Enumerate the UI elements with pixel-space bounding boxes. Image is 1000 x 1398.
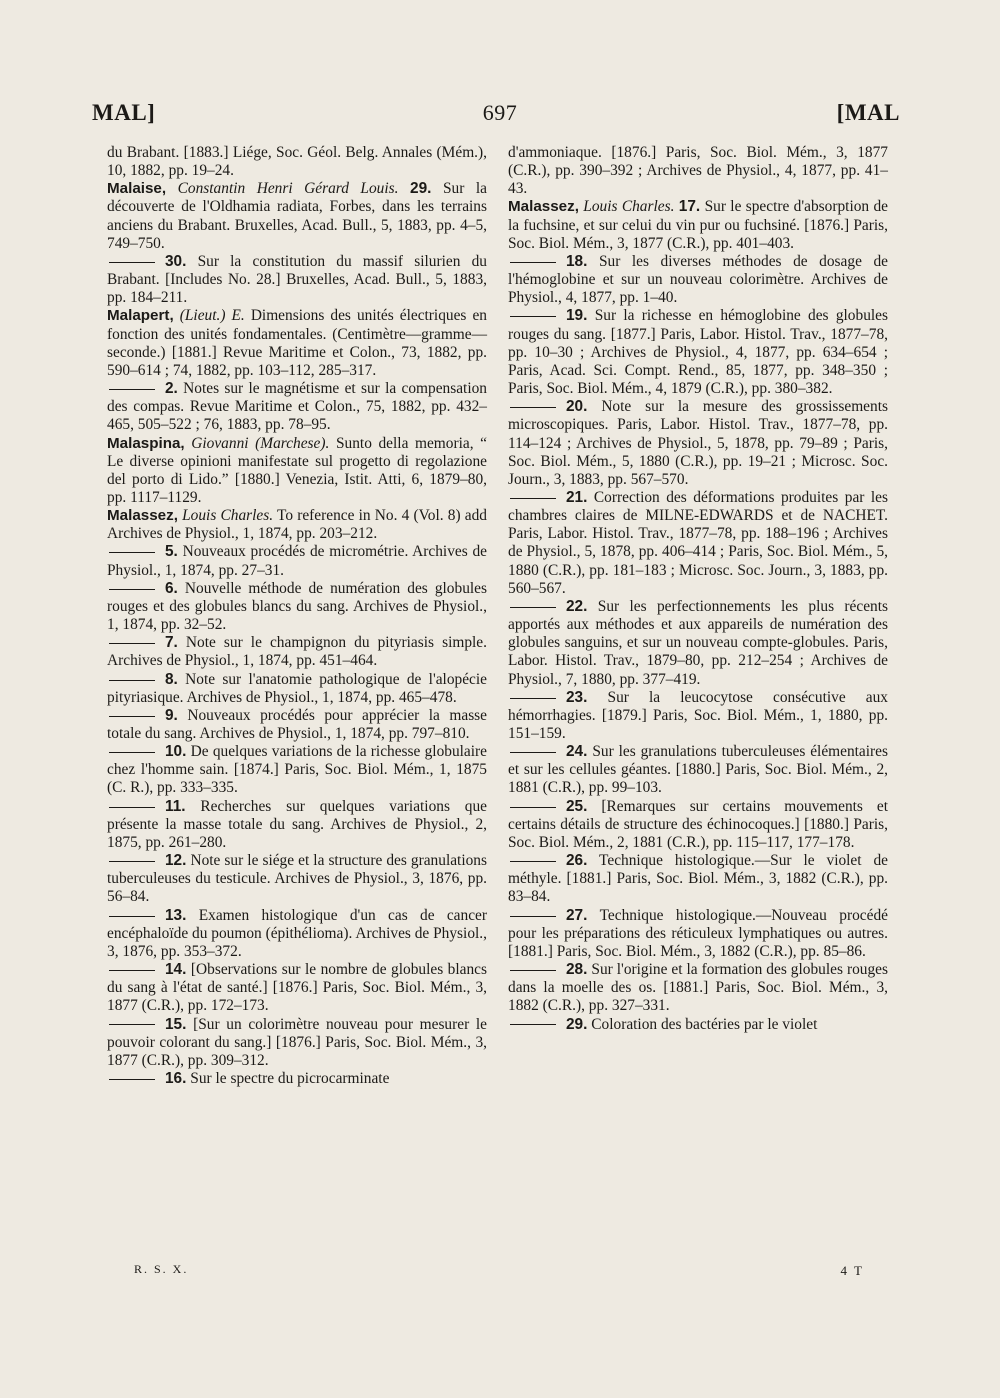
ditto-dash	[109, 262, 155, 263]
entry-text: Sur les diverses méthodes de dosage de l'hémoglobine et sur un nouveau colorimètre. Archives de Physiol., 4, 1877, pp. 1–40.	[508, 252, 888, 307]
entry-number: 25.	[566, 797, 588, 815]
entry-number: 6.	[165, 579, 178, 597]
bibliography-entry	[107, 144, 487, 180]
entry-text: Nouvelle méthode de numération des globules rouges et des globules blancs du sang. Archives de Physiol., 1, 1874, pp. 32–52.	[107, 579, 487, 634]
bibliography-entry	[508, 598, 888, 689]
entry-number: 9.	[165, 706, 178, 724]
entry-number: 29.	[410, 180, 432, 198]
entry-text: Sur le spectre d'absorption de la fuchsine, et sur celui du vin pur ou fuchsiné. [1876.] Paris, Soc. Biol. Mém., 3, 1877 (C.R.), pp. 401–403.	[508, 198, 888, 252]
entry-text: Notes sur le magnétisme et sur la compensation des compas. Revue Maritime et Colon., 75, 1882, pp. 432–465, 505–522 ; 76, 1883, pp. 78–95.	[107, 380, 487, 434]
entry-number: 22.	[566, 597, 588, 615]
bibliography-entry	[107, 852, 487, 906]
entry-number: 24.	[566, 743, 588, 761]
bibliography-entry	[107, 743, 487, 797]
entry-number: 19.	[566, 307, 588, 325]
bibliography-entry	[107, 543, 487, 579]
entry-text: De quelques variations de la richesse globulaire chez l'homme sain. [1874.] Paris, Soc. Biol. Mém., 1, 1875 (C. R.), pp. 333–335.	[107, 743, 487, 797]
bibliography-entry	[107, 798, 487, 852]
bibliography-entry	[107, 1016, 487, 1070]
ditto-dash	[109, 680, 155, 681]
bibliography-entry	[107, 1070, 487, 1088]
bibliography-entry	[508, 852, 888, 906]
running-head-right: [MAL	[836, 100, 900, 125]
ditto-dash	[510, 262, 556, 263]
bibliography-entry	[107, 634, 487, 670]
entry-number: 5.	[165, 543, 178, 561]
ditto-dash	[510, 607, 556, 608]
bibliography-entry	[508, 743, 888, 797]
entry-text: Sur l'origine et la formation des globules rouges dans la moelle des os. [1881.] Paris, Soc. Biol. Mém., 3, 1882 (C.R.), pp. 327–331.	[508, 961, 888, 1015]
entry-text: Recherches sur quelques variations que présente la masse totale du sang. Archives de Physiol., 2, 1875, pp. 261–280.	[107, 797, 487, 851]
entry-number: 27.	[566, 906, 588, 924]
running-head-left: MAL]	[92, 100, 156, 125]
bibliography-entry	[107, 380, 487, 434]
entry-number: 17.	[678, 198, 701, 216]
bibliography-entry	[508, 689, 888, 743]
entry-number: 23.	[566, 688, 588, 706]
author-forenames: Louis Charles.	[182, 507, 274, 525]
author-surname: Malassez,	[107, 507, 178, 525]
entry-number: 12.	[165, 852, 187, 870]
bibliography-entry	[508, 144, 888, 198]
entry-number: 16.	[165, 1069, 187, 1087]
entry-number: 18.	[566, 252, 588, 270]
entry-text: Examen histologique d'un cas de cancer encéphaloïde du poumon (épithélioma). Archives de Physiol., 3, 1876, pp. 353–372.	[107, 906, 487, 960]
entry-text: Sunto della memoria, “ Le diverse opinioni manifestate sul progetto di regolazione del porto di Lido.” [1880.] Venezia, Istit. Atti, 6, 1879–80, pp. 1117–1129.	[107, 434, 487, 506]
ditto-dash	[510, 916, 556, 917]
bibliography-entry	[508, 961, 888, 1015]
ditto-dash	[109, 970, 155, 971]
ditto-dash	[510, 807, 556, 808]
bibliography-entry	[107, 507, 487, 543]
author-surname: Malaspina,	[107, 434, 185, 452]
entry-text: Note sur l'anatomie pathologique de l'alopécie pityriasique. Archives de Physiol., 1, 1874, pp. 465–478.	[107, 670, 487, 706]
entry-text: Coloration des bactéries par le violet	[591, 1015, 818, 1033]
entry-text: [Sur un colorimètre nouveau pour mesurer le pouvoir colorant du sang.] [1876.] Paris, Soc. Biol. Mém., 3, 1877 (C.R.), pp. 309–312.	[107, 1015, 487, 1069]
bibliography-entry	[107, 435, 487, 508]
bibliography-entry	[508, 307, 888, 398]
author-forenames: (Lieut.) E.	[179, 307, 245, 325]
bibliography-entry	[107, 180, 487, 253]
entry-text: [Remarques sur certains mouvements et certains détails de structure des échinocoques.] [1880.] Paris, Soc. Biol. Mém., 2, 1881 (C.R.), pp. 115–117, 177–178.	[508, 797, 888, 851]
ditto-dash	[109, 752, 155, 753]
bibliography-entry	[107, 307, 487, 380]
ditto-dash	[109, 807, 155, 808]
author-surname: Malapert,	[107, 307, 174, 325]
entry-number: 29.	[566, 1015, 588, 1033]
entry-text: Correction des déformations produites par les chambres claires de MILNE-EDWARDS et de NACHET. Paris, Labor. Histol. Trav., 1877–78, pp. 188–196 ; Archives de Physiol., 5, 1878, pp. 406–414 ; Paris, Soc. Biol. Mém., 5, 1880 (C.R.), pp. 181–183 ; Microsc. Soc. Journ., 3, 1883, pp. 560–567.	[508, 488, 888, 597]
entry-text: Nouveaux procédés de micrométrie. Archives de Physiol., 1, 1874, pp. 27–31.	[107, 543, 487, 579]
entry-number: 2.	[165, 380, 178, 398]
left-column	[107, 144, 487, 1088]
ditto-dash	[510, 498, 556, 499]
entry-text: Dimensions des unités électriques en fonction des unités fondamentales. (Centimètre—gramme—seconde.) [1881.] Revue Maritime et Colon., 73, 1882, pp. 590–614 ; 74, 1882, pp. 103–112, 285–317.	[107, 307, 487, 379]
entry-text: To reference in No. 4 (Vol. 8) add Archives de Physiol., 1, 1874, pp. 203–212.	[107, 507, 487, 543]
ditto-dash	[510, 1024, 556, 1025]
bibliography-entry	[107, 907, 487, 961]
ditto-dash	[510, 752, 556, 753]
bibliography-entry	[508, 253, 888, 307]
ditto-dash	[510, 970, 556, 971]
bibliography-entry	[508, 489, 888, 598]
bibliography-entry	[508, 907, 888, 961]
author-forenames: Constantin Henri Gérard Louis.	[177, 180, 399, 198]
author-forenames: Giovanni (Marchese).	[191, 434, 330, 452]
ditto-dash	[109, 861, 155, 862]
ditto-dash	[109, 1079, 155, 1080]
entry-text: Note sur le champignon du pityriasis simple. Archives de Physiol., 1, 1874, pp. 451–464.	[107, 634, 487, 670]
ditto-dash	[510, 861, 556, 862]
bibliography-entry	[508, 198, 888, 252]
bibliography-entry	[107, 580, 487, 634]
ditto-dash	[109, 552, 155, 553]
entry-text: Sur la découverte de l'Oldhamia radiata, Forbes, dans les terrains anciens du Brabant. Bruxelles, Acad. Bull., 5, 1883, pp. 4–5, 749–750.	[107, 180, 487, 252]
entry-text: Sur le spectre du picrocarminate	[190, 1069, 390, 1087]
entry-number: 8.	[165, 670, 178, 688]
bibliography-entry	[107, 961, 487, 1015]
bibliography-entry	[508, 1016, 888, 1034]
bibliography-entry	[508, 798, 888, 852]
author-surname: Malaise,	[107, 180, 167, 198]
page-number: 697	[482, 100, 518, 125]
entry-number: 28.	[566, 961, 588, 979]
ditto-dash	[109, 589, 155, 590]
entry-text: Note sur la mesure des grossissements microscopiques. Paris, Labor. Histol. Trav., 1877–78, pp. 114–124 ; Archives de Physiol., 5, 1878, pp. 79–89 ; Paris, Soc. Biol. Mém., 5, 1880 (C.R.), pp. 19–21 ; Microsc. Soc. Journ., 3, 1883, pp. 567–570.	[508, 398, 888, 488]
entry-text: Technique histologique.—Nouveau procédé pour les préparations des réticuleux lymphatiques ou autres. [1881.] Paris, Soc. Biol. Mém., 3, 1882 (C.R.), pp. 85–86.	[508, 906, 888, 960]
entry-text: Note sur le siége et la structure des granulations tuberculeuses du testicule. Archives de Physiol., 3, 1876, pp. 56–84.	[107, 852, 487, 906]
entry-number: 15.	[165, 1015, 187, 1033]
entry-text: du Brabant. [1883.] Liége, Soc. Géol. Belg. Annales (Mém.), 10, 1882, pp. 19–24.	[107, 144, 487, 180]
author-surname: Malassez,	[508, 198, 579, 216]
entry-text: Sur la richesse en hémoglobine des globules rouges du sang. [1877.] Paris, Labor. Histol. Trav., 1877–78, pp. 10–30 ; Archives de Physiol., 4, 1877, pp. 634–654 ; Paris, Acad. Sci. Compt. Rend., 85, 1877, pp. 348–350 ; Paris, Soc. Biol. Mém., 4, 1879 (C.R.), pp. 380–382.	[508, 307, 888, 398]
entry-text: Nouveaux procédés pour apprécier la masse totale du sang. Archives de Physiol., 1, 1874, pp. 797–810.	[107, 706, 487, 742]
entry-text: Sur les perfectionnements les plus récents apportés aux méthodes et aux appareils de numération des globules sanguins, et sur un nouveau compte-globules. Paris, Labor. Histol. Trav., 1879–80, pp. 212–254 ; Archives de Physiol., 7, 1880, pp. 377–419.	[508, 597, 888, 688]
entry-text: Sur la leucocytose consécutive aux hémorrhagies. [1879.] Paris, Soc. Biol. Mém., 1, 1880, pp. 151–159.	[508, 688, 888, 742]
signature-mark: R. S. X.	[134, 1262, 189, 1276]
entry-number: 13.	[165, 906, 187, 924]
entry-number: 14.	[165, 961, 187, 979]
entry-text: Sur la constitution du massif silurien du Brabant. [Includes No. 28.] Bruxelles, Acad. Bull., 5, 1883, pp. 184–211.	[107, 252, 487, 307]
bibliography-entry	[107, 253, 487, 307]
entry-text: [Observations sur le nombre de globules blancs du sang à l'état de santé.] [1876.] Paris, Soc. Biol. Mém., 3, 1877 (C.R.), pp. 172–173.	[107, 961, 487, 1015]
entry-number: 26.	[566, 852, 588, 870]
entry-number: 21.	[566, 488, 588, 506]
entry-text: Sur les granulations tuberculeuses élémentaires et sur les cellules géantes. [1880.] Paris, Soc. Biol. Mém., 2, 1881 (C.R.), pp. 99–103.	[508, 743, 888, 797]
entry-number: 7.	[165, 634, 178, 652]
entry-number: 20.	[566, 398, 588, 416]
ditto-dash	[109, 1024, 155, 1025]
ditto-dash	[109, 643, 155, 644]
bibliography-entry	[107, 707, 487, 743]
right-column	[508, 144, 888, 1034]
entry-text: Technique histologique.—Sur le violet de méthyle. [1881.] Paris, Soc. Biol. Mém., 3, 1882 (C.R.), pp. 83–84.	[508, 852, 888, 906]
ditto-dash	[109, 716, 155, 717]
author-forenames: Louis Charles.	[583, 198, 675, 216]
entry-number: 11.	[165, 797, 186, 815]
ditto-dash	[109, 389, 155, 390]
signature-number: 4 T	[840, 1263, 864, 1278]
ditto-dash	[510, 316, 556, 317]
ditto-dash	[510, 698, 556, 699]
entry-number: 30.	[165, 252, 187, 270]
bibliography-entry	[508, 398, 888, 489]
entry-text: d'ammoniaque. [1876.] Paris, Soc. Biol. Mém., 3, 1877 (C.R.), pp. 390–392 ; Archives de Physiol., 4, 1877, pp. 41–43.	[508, 144, 888, 198]
ditto-dash	[510, 407, 556, 408]
entry-number: 10.	[165, 743, 187, 761]
ditto-dash	[109, 916, 155, 917]
bibliography-entry	[107, 671, 487, 707]
